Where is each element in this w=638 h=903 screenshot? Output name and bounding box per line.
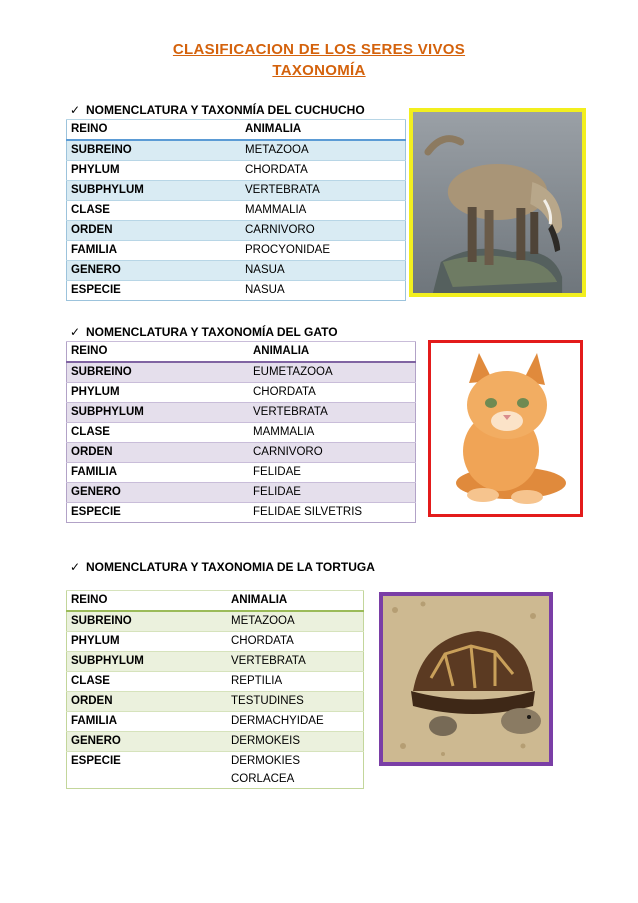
rank-value: MAMMALIA [241, 201, 406, 221]
rank-value: CHORDATA [227, 632, 364, 652]
table-row [67, 181, 406, 201]
table-row [67, 261, 406, 281]
rank-label: ORDEN [67, 692, 228, 712]
especie-line-2: CORLACEA [231, 773, 295, 785]
table-row [67, 241, 406, 261]
rank-label: PHYLUM [67, 632, 228, 652]
rank-label: PHYLUM [67, 383, 250, 403]
rank-value: FELIDAE [249, 463, 416, 483]
rank-value: CARNIVORO [241, 221, 406, 241]
rank-value: FELIDAE SILVETRIS [249, 503, 416, 523]
table-row [67, 342, 416, 363]
rank-label: PHYLUM [67, 161, 242, 181]
checkmark-icon: ✓ [70, 325, 81, 339]
rank-value: VERTEBRATA [227, 652, 364, 672]
rank-value: MAMMALIA [249, 423, 416, 443]
rank-label: FAMILIA [67, 712, 228, 732]
table-row [67, 403, 416, 423]
tortoise-photo [379, 592, 553, 766]
rank-label: SUBPHYLUM [67, 652, 228, 672]
rank-label: FAMILIA [67, 463, 250, 483]
rank-label: REINO [67, 120, 242, 141]
checkmark-icon: ✓ [70, 103, 81, 117]
section-heading-tortoise: ✓ NOMENCLATURA Y TAXONOMIA DE LA TORTUGA [70, 560, 375, 574]
rank-label: CLASE [67, 423, 250, 443]
table-row [67, 672, 364, 692]
rank-label: SUBREINO [67, 140, 242, 161]
table-row [67, 463, 416, 483]
tortoise-illustration [383, 596, 549, 762]
table-row [67, 161, 406, 181]
rank-label: FAMILIA [67, 241, 242, 261]
rank-value: FELIDAE [249, 483, 416, 503]
table-row [67, 611, 364, 632]
rank-value: REPTILIA [227, 672, 364, 692]
table-row [67, 281, 406, 301]
rank-value: EUMETAZOOA [249, 362, 416, 383]
especie-line-1: DERMOKIES [231, 755, 301, 767]
rank-label: GENERO [67, 261, 242, 281]
rank-value: PROCYONIDAE [241, 241, 406, 261]
rank-value: DERMACHYIDAE [227, 712, 364, 732]
rank-label: SUBPHYLUM [67, 181, 242, 201]
rank-value: VERTEBRATA [241, 181, 406, 201]
table-row [67, 362, 416, 383]
rank-label: REINO [67, 591, 228, 612]
section-heading-coati: ✓ NOMENCLATURA Y TAXONMÍA DEL CUCHUCHO [70, 103, 365, 117]
rank-label: SUBPHYLUM [67, 403, 250, 423]
rank-label: REINO [67, 342, 250, 363]
rank-value: VERTEBRATA [249, 403, 416, 423]
table-row [67, 692, 364, 712]
rank-label: ESPECIE [67, 752, 228, 789]
table-row [67, 443, 416, 463]
rank-value: CHORDATA [241, 161, 406, 181]
rank-label: GENERO [67, 483, 250, 503]
rank-value [227, 752, 364, 789]
table-row [67, 712, 364, 732]
rank-label: ESPECIE [67, 281, 242, 301]
rank-label: SUBREINO [67, 611, 228, 632]
coati-illustration [413, 112, 582, 293]
rank-label: SUBREINO [67, 362, 250, 383]
table-row [67, 752, 364, 789]
rank-label: ORDEN [67, 221, 242, 241]
table-row [67, 652, 364, 672]
table-row [67, 221, 406, 241]
cat-photo [428, 340, 583, 517]
rank-value: ANIMALIA [227, 591, 364, 612]
rank-label: CLASE [67, 201, 242, 221]
table-row [67, 140, 406, 161]
rank-label: CLASE [67, 672, 228, 692]
rank-value: CARNIVORO [249, 443, 416, 463]
rank-value: NASUA [241, 281, 406, 301]
rank-value: TESTUDINES [227, 692, 364, 712]
table-row [67, 383, 416, 403]
table-row [67, 632, 364, 652]
rank-value: DERMOKEIS [227, 732, 364, 752]
section-heading-cat: ✓ NOMENCLATURA Y TAXONOMÍA DEL GATO [70, 325, 338, 339]
page-subtitle: TAXONOMÍA [272, 62, 366, 79]
rank-value: METAZOOA [227, 611, 364, 632]
taxonomy-table-coati [66, 119, 406, 301]
rank-value: CHORDATA [249, 383, 416, 403]
table-row [67, 483, 416, 503]
table-row [67, 120, 406, 141]
table-row [67, 201, 406, 221]
page-title: CLASIFICACION DE LOS SERES VIVOS [172, 41, 466, 58]
checkmark-icon: ✓ [70, 560, 81, 574]
table-row [67, 423, 416, 443]
table-row [67, 591, 364, 612]
rank-label: GENERO [67, 732, 228, 752]
cat-illustration [431, 343, 580, 514]
rank-value: NASUA [241, 261, 406, 281]
rank-value: ANIMALIA [241, 120, 406, 141]
taxonomy-table-cat [66, 341, 416, 523]
rank-label: ESPECIE [67, 503, 250, 523]
coati-photo [409, 108, 586, 297]
taxonomy-table-tortoise [66, 590, 364, 789]
rank-label: ORDEN [67, 443, 250, 463]
rank-value: ANIMALIA [249, 342, 416, 363]
table-row [67, 732, 364, 752]
rank-value: METAZOOA [241, 140, 406, 161]
table-row [67, 503, 416, 523]
